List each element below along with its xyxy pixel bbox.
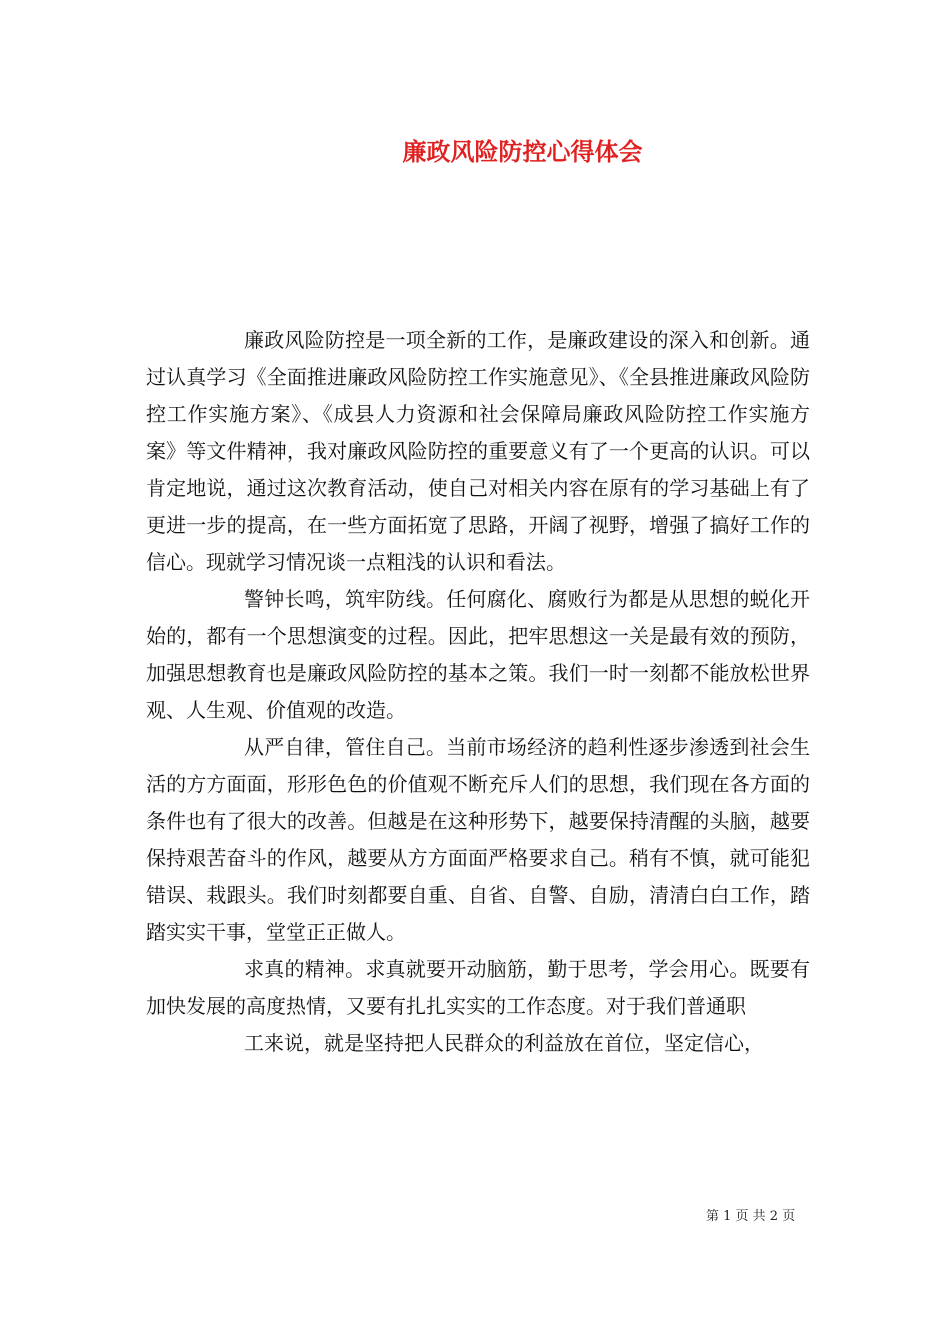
page-number-footer: 第 1 页 共 2 页: [706, 1209, 796, 1224]
paragraph-intro: 廉政风险防控是一项全新的工作，是廉政建设的深入和创新。通过认真学习《全面推进廉政风险防控工作实施意见》、《全县推进廉政风险防控工作实施方案》、《成县人力资源和社会保障局廉政风险防控工作实施方案》等文件精神，我对廉政风险防控的重要意义有了一个更高的认识。可以肯定地说，通过这次教育活动，使自己对相关内容在原有的学习基础上有了更进一步的提高，在一些方面拓宽了思路，开阔了视野，增强了搞好工作的信心。现就学习情况谈一点粗浅的认识和看法。: [146, 328, 810, 574]
paragraph-truth-seeking: 求真的精神。求真就要开动脑筋，勤于思考，学会用心。既要有加快发展的高度热情，又要有扎扎实实的工作态度。对于我们普通职: [146, 957, 810, 1018]
paragraph-self-discipline: 从严自律，管住自己。当前市场经济的趋利性逐步渗透到社会生活的方方面面，形形色色的价值观不断充斥人们的思想，我们现在各方面的条件也有了很大的改善。但越是在这种形势下，越要保持清醒的头脑，越要保持艰苦奋斗的作风，越要从方方面面严格要求自己。稍有不慎，就可能犯错误、栽跟头。我们时刻都要自重、自省、自警、自励，清清白白工作，踏踏实实干事，堂堂正正做人。: [146, 735, 810, 944]
paragraph-continuation: 工来说，就是坚持把人民群众的利益放在首位，坚定信心，: [244, 1031, 764, 1055]
paragraph-warning-bell: 警钟长鸣，筑牢防线。任何腐化、腐败行为都是从思想的蜕化开始的，都有一个思想演变的过程。因此，把牢思想这一关是最有效的预防，加强思想教育也是廉政风险防控的基本之策。我们一时一刻都不能放松世界观、人生观、价值观的改造。: [146, 587, 810, 722]
document-title: 廉政风险防控心得体会: [402, 137, 643, 166]
document-body: [146, 322, 810, 1062]
